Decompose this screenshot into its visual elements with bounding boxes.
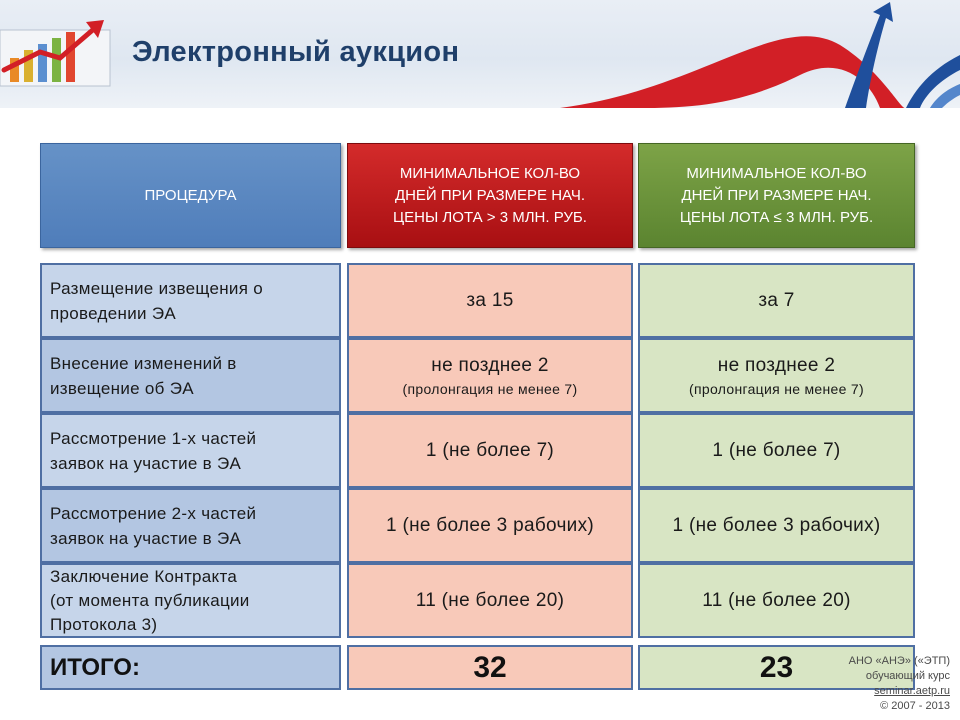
- value-text: 1 (не более 7): [425, 439, 555, 461]
- page-title: Электронный аукцион: [132, 36, 460, 68]
- value-text: 1 (не более 3 рабочих): [386, 514, 594, 536]
- total-label-cell: [40, 645, 341, 690]
- table-row-over-3m-cell: [347, 338, 633, 413]
- value-text: за 7: [758, 289, 795, 311]
- footer-credits: [849, 654, 950, 714]
- value-text: 11 (не более 20): [415, 589, 565, 611]
- footer-org: АНО «АНЭ» («ЭТП): [848, 655, 950, 667]
- table-row-procedure-cell: [40, 488, 341, 563]
- total-over-3m-cell: [347, 645, 633, 690]
- growth-chart-logo-icon: [0, 0, 120, 90]
- table-row-over-3m-cell: [347, 488, 633, 563]
- table-row-upto-3m-cell: [638, 563, 915, 638]
- table-row-over-3m-cell: [347, 413, 633, 488]
- slide-header: [0, 0, 960, 108]
- value-text: 1 (не более 7): [712, 439, 841, 461]
- column-header-over-3m: [347, 143, 633, 248]
- procedure-text-line: извещение об ЭА: [50, 378, 194, 398]
- value-note: (пролонгация не менее 7): [689, 380, 864, 397]
- footer-link[interactable]: seminar.aetp.ru: [874, 685, 950, 697]
- total-over-3m-value: 32: [473, 650, 507, 684]
- total-label: ИТОГО:: [50, 653, 140, 681]
- table-row-procedure-cell: [40, 413, 341, 488]
- procedure-text-line: Протокола 3): [50, 614, 158, 634]
- procedure-text-line: заявок на участие в ЭА: [50, 453, 242, 473]
- procedure-text-line: Внесение изменений в: [50, 353, 237, 373]
- column-header-upto-3m-line1: МИНИМАЛЬНОЕ КОЛ-ВО: [686, 164, 867, 182]
- procedure-text-line: заявок на участие в ЭА: [50, 528, 242, 548]
- total-upto-3m-value: 23: [759, 650, 794, 684]
- table-row-over-3m-cell: [347, 263, 633, 338]
- footer-copyright: © 2007 - 2013: [880, 700, 950, 712]
- column-header-upto-3m-line3: ЦЕНЫ ЛОТА ≤ 3 МЛН. РУБ.: [679, 208, 874, 226]
- table-row-procedure-cell: [40, 563, 341, 638]
- table-row-over-3m-cell: [347, 563, 633, 638]
- procedure-text-line: проведении ЭА: [50, 303, 176, 323]
- table-row-procedure-cell: [40, 338, 341, 413]
- procedure-text-line: Размещение извещения о: [50, 278, 263, 298]
- procedure-text-line: (от момента публикации: [50, 590, 250, 610]
- value-text: 1 (не более 3 рабочих): [672, 514, 881, 536]
- column-header-procedure: [40, 143, 341, 248]
- value-text: не позднее 2: [717, 354, 836, 376]
- value-text: за 15: [466, 289, 514, 311]
- table-row-procedure-cell: [40, 263, 341, 338]
- value-note: (пролонгация не менее 7): [402, 380, 578, 397]
- value-text: 11 (не более 20): [702, 589, 851, 611]
- column-header-over-3m-line3: ЦЕНЫ ЛОТА > 3 МЛН. РУБ.: [393, 208, 587, 226]
- column-header-upto-3m: [638, 143, 915, 248]
- column-header-over-3m-line1: МИНИМАЛЬНОЕ КОЛ-ВО: [399, 164, 581, 182]
- table-row-upto-3m-cell: [638, 263, 915, 338]
- procedure-text-line: Заключение Контракта: [50, 566, 238, 586]
- column-header-upto-3m-line2: ДНЕЙ ПРИ РАЗМЕРЕ НАЧ.: [681, 186, 872, 204]
- table-row-upto-3m-cell: [638, 413, 915, 488]
- table-row-upto-3m-cell: [638, 488, 915, 563]
- procedure-text-line: Рассмотрение 1-х частей: [50, 428, 257, 448]
- procedure-text-line: Рассмотрение 2-х частей: [50, 503, 257, 523]
- value-text: не позднее 2: [431, 354, 549, 376]
- column-header-procedure-label: ПРОЦЕДУРА: [144, 186, 237, 204]
- footer-course: обучающий курс: [865, 670, 950, 682]
- table-row-upto-3m-cell: [638, 338, 915, 413]
- column-header-over-3m-line2: ДНЕЙ ПРИ РАЗМЕРЕ НАЧ.: [394, 186, 586, 204]
